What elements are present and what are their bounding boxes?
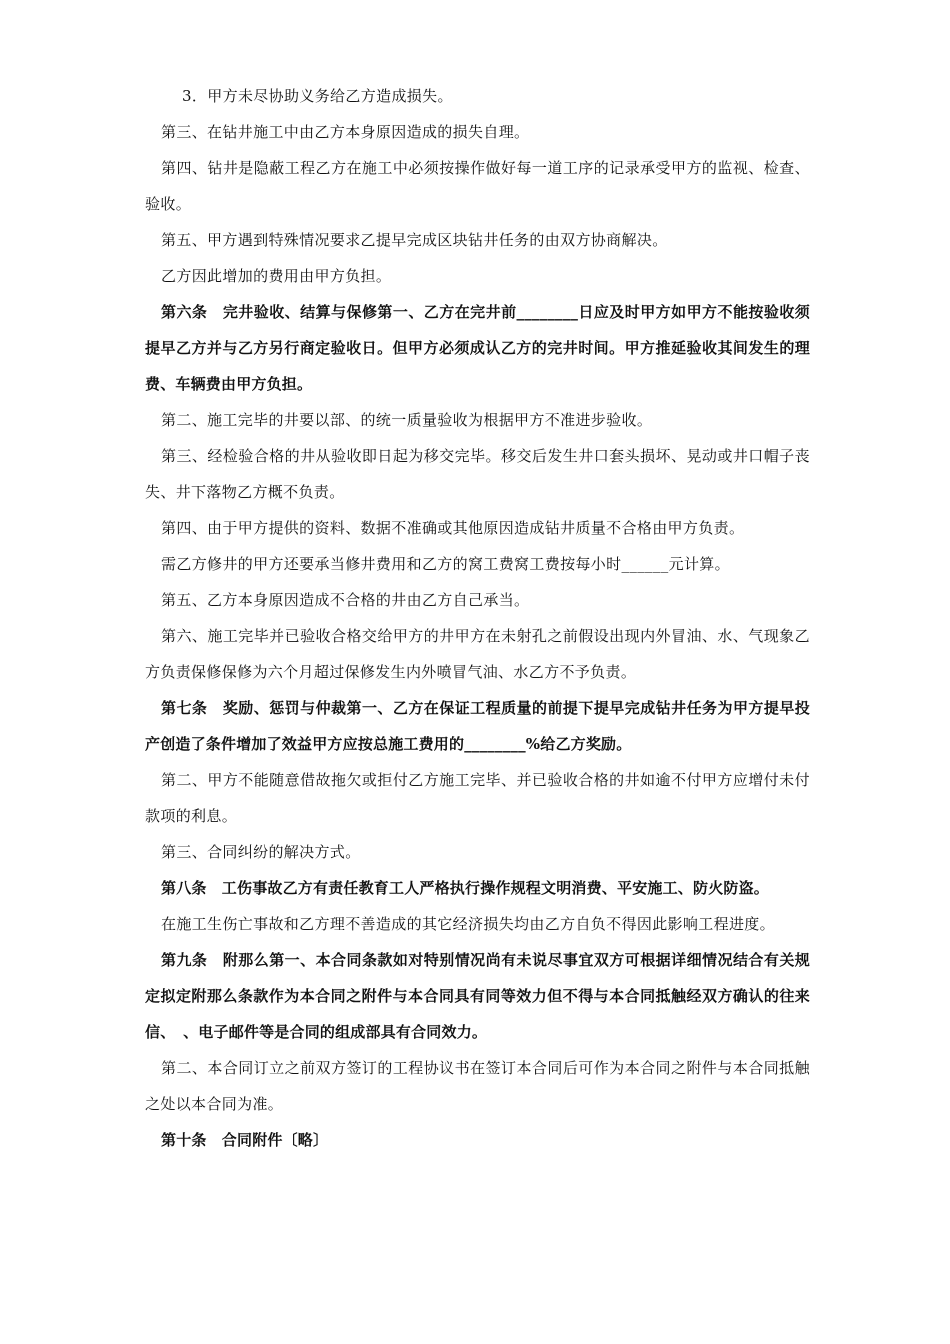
paragraph-extra-cost: 乙方因此增加的费用由甲方负担。 xyxy=(161,267,392,285)
article-nine-heading: 第九条 附那么第一、本合同条款如对特别情况尚有未说尽事宜双方可根据详细情况结合有关规定拟定附那么条款作为本合同之附件与本合同具有同等效力但不得与本合同抵触经双方确认的往来信、 、电子邮件等是合同的组成部具有合同效力。 xyxy=(145,951,810,1041)
paragraph-warranty: 第六、施工完毕并已验收合格交给甲方的井甲方在未射孔之前假设出现内外冒油、水、气现象乙方负责保修保修为六个月超过保修发生内外喷冒气油、水乙方不予负责。 xyxy=(145,627,810,681)
paragraph-payment-interest: 第二、甲方不能随意借故拖欠或拒付乙方施工完毕、并已验收合格的井如逾不付甲方应增付未付款项的利息。 xyxy=(145,771,810,825)
paragraph-data-accuracy: 第四、由于甲方提供的资料、数据不准确或其他原因造成钻井质量不合格由甲方负责。 xyxy=(161,519,745,537)
article-seven-heading: 第七条 奖励、惩罚与仲裁第一、乙方在保证工程质量的前提下提早完成钻井任务为甲方提早投产创造了条件增加了效益甲方应按总施工费用的________%给乙方奖励。 xyxy=(145,699,810,753)
article-eight-heading: 第八条 工伤事故乙方有责任教育工人严格执行操作规程文明消费、平安施工、防火防盗。 xyxy=(161,879,770,897)
paragraph-dispute-resolution: 第三、合同纠纷的解决方式。 xyxy=(161,843,361,861)
paragraph-unqualified-well: 第五、乙方本身原因造成不合格的井由乙方自己承当。 xyxy=(161,591,530,609)
paragraph-item-3: 3．甲方未尽协助义务给乙方造成损失。 xyxy=(182,87,453,105)
document-body xyxy=(145,78,810,1158)
paragraph-prior-agreement: 第二、本合同订立之前双方签订的工程协议书在签订本合同后可作为本合同之附件与本合同抵触之处以本合同为准。 xyxy=(145,1059,810,1113)
article-six-heading: 第六条 完井验收、结算与保修第一、乙方在完井前________日应及时甲方如甲方不能按验收须提早乙方并与乙方另行商定验收日。但甲方必须成认乙方的完井时间。甲方推延验收其间发生的理费、车辆费由甲方负担。 xyxy=(145,303,810,393)
paragraph-fourth-hidden-work: 第四、钻井是隐蔽工程乙方在施工中必须按操作做好每一道工序的记录承受甲方的监视、检查、验收。 xyxy=(145,159,810,213)
paragraph-quality-acceptance: 第二、施工完毕的井要以部、的统一质量验收为根据甲方不准进步验收。 xyxy=(161,411,653,429)
paragraph-accident-liability: 在施工生伤亡事故和乙方理不善造成的其它经济损失均由乙方自负不得因此影响工程进度。 xyxy=(161,915,776,933)
paragraph-handover: 第三、经检验合格的井从验收即日起为移交完毕。移交后发生井口套头损坏、晃动或井口帽子丧失、井下落物乙方概不负责。 xyxy=(145,447,810,501)
paragraph-fifth-early-completion: 第五、甲方遇到特殊情况要求乙提早完成区块钻井任务的由双方协商解决。 xyxy=(161,231,668,249)
paragraph-repair-fee: 需乙方修井的甲方还要承当修井费用和乙方的窝工费窝工费按每小时______元计算。 xyxy=(161,555,731,573)
paragraph-third-loss: 第三、在钻井施工中由乙方本身原因造成的损失自理。 xyxy=(161,123,530,141)
article-ten-heading: 第十条 合同附件〔略〕 xyxy=(161,1131,329,1149)
